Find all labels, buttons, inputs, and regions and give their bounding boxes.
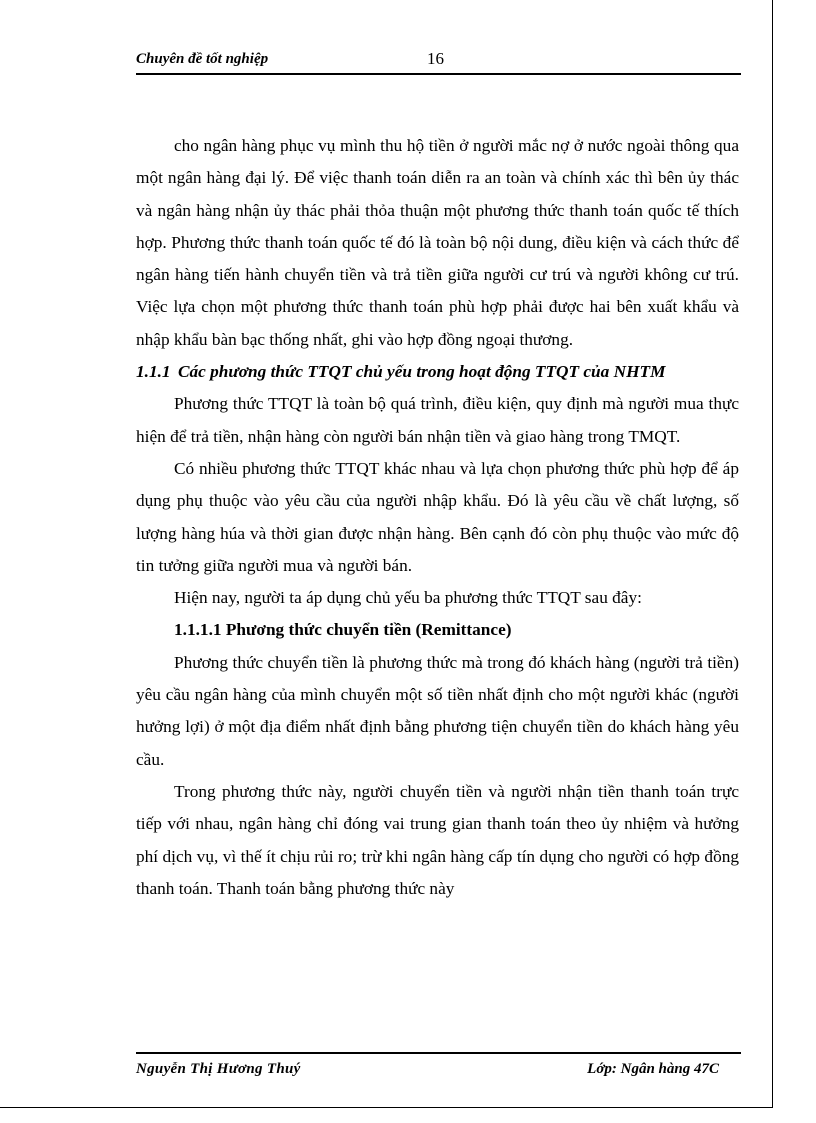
- paragraph: cho ngân hàng phục vụ mình thu hộ tiền ở người mắc nợ ở nước ngoài thông qua một ngân hàng đại lý. Để việc thanh toán diễn ra an toàn và chính xác thì bên ủy thác và ngân hàng nhận ủy thác phải thỏa thuận một phương thức thanh toán quốc tế thích hợp. Phương thức thanh toán quốc tế đó là toàn bộ nội dung, điều kiện và cách thức để ngân hàng tiến hành chuyển tiền và trả tiền giữa người cư trú và người không cư trú. Việc lựa chọn một phương thức thanh toán phù hợp phải được hai bên xuất khẩu và nhập khẩu bàn bạc thống nhất, ghi vào hợp đồng ngoại thương.: [136, 136, 739, 349]
- section-heading-1-1-1-1: 1.1.1.1 Phương thức chuyển tiền (Remittance): [174, 620, 512, 640]
- footer-author: Nguyễn Thị Hương Thuý: [136, 1061, 301, 1077]
- paragraph: Phương thức chuyển tiền là phương thức mà trong đó khách hàng (người trả tiền) yêu cầu ngân hàng của mình chuyển một số tiền nhất định cho một người khác (người hưởng lợi) ở một địa điểm nhất định bằng phương tiện chuyển tiền do khách hàng yêu cầu.: [136, 652, 739, 769]
- document-body: [136, 130, 739, 905]
- page-footer: [136, 1052, 741, 1077]
- section-title: Các phương thức TTQT chủ yếu trong hoạt động TTQT của NHTM: [178, 362, 666, 382]
- section-number: 1.1.1: [136, 362, 171, 382]
- paragraph: Phương thức TTQT là toàn bộ quá trình, điều kiện, quy định mà người mua thực hiện để trả tiền, nhận hàng còn người bán nhận tiền và giao hàng trong TMQT.: [136, 394, 739, 446]
- paragraph: Hiện nay, người ta áp dụng chủ yếu ba phương thức TTQT sau đây:: [174, 588, 642, 608]
- section-heading-1-1-1: [136, 356, 739, 388]
- paragraph: Có nhiều phương thức TTQT khác nhau và lựa chọn phương thức phù hợp để áp dụng phụ thuộc vào yêu cầu của người nhập khẩu. Đó là yêu cầu về chất lượng, số lượng hàng húa và thời gian được nhận hàng. Bên cạnh đó còn phụ thuộc vào mức độ tin tưởng giữa người mua và người bán.: [136, 458, 739, 575]
- page-header: [136, 47, 741, 75]
- header-title: Chuyên đề tốt nghiệp: [136, 51, 269, 67]
- page-number: 16: [427, 49, 444, 68]
- footer-class: Lớp: Ngân hàng 47C: [587, 1061, 719, 1077]
- paragraph: Trong phương thức này, người chuyển tiền và người nhận tiền thanh toán trực tiếp với nhau, ngân hàng chỉ đóng vai trung gian thanh toán theo ủy nhiệm và hưởng phí dịch vụ, vì thế ít chịu rủi ro; trừ khi ngân hàng cấp tín dụng cho người có hợp đồng thanh toán. Thanh toán bằng phương thức này: [136, 781, 739, 898]
